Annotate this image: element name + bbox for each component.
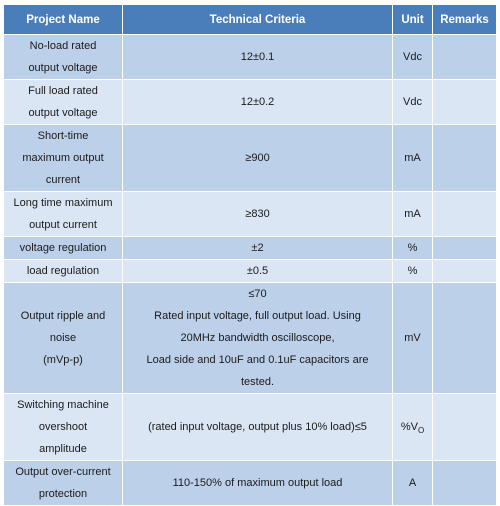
table-row [4,283,497,394]
project-name-cell: Full load rated output voltage [4,80,123,125]
header-project-name: Project Name [4,5,123,35]
project-name-cell: voltage regulation [4,237,123,260]
criteria-cell: (rated input voltage, output plus 10% load)≤5 [123,394,393,461]
table-row [4,461,497,506]
table-row [4,237,497,260]
header-technical-criteria: Technical Criteria [123,5,393,35]
criteria-cell: ±0.5 [123,260,393,283]
remarks-cell [433,283,497,394]
table-row [4,260,497,283]
unit-cell: $\%V_O$ [393,394,433,461]
unit-cell: mV [393,283,433,394]
unit-cell: % [393,237,433,260]
remarks-cell [433,260,497,283]
criteria-cell: ≤70 Rated input voltage, full output load. Using 20MHz bandwidth oscilloscope, Load side and 10uF and 0.1uF capacitors are tested. [123,283,393,394]
table-row [4,394,497,461]
unit-cell: % [393,260,433,283]
unit-subscript: O [417,425,425,435]
table-row [4,192,497,237]
remarks-cell [433,461,497,506]
unit-cell: Vdc [393,80,433,125]
criteria-cell: ±2 [123,237,393,260]
unit-cell: Vdc [393,35,433,80]
criteria-cell: 12±0.2 [123,80,393,125]
table-row [4,125,497,192]
header-unit: Unit [393,5,433,35]
project-name-cell: Short-time maximum output current [4,125,123,192]
criteria-cell: 110-150% of maximum output load [123,461,393,506]
unit-cell: mA [393,125,433,192]
header-row [4,5,497,35]
project-name-cell: Output ripple and noise (mVp-p) [4,283,123,394]
remarks-cell [433,237,497,260]
criteria-cell: ≥900 [123,125,393,192]
spec-table [3,4,497,506]
project-name-cell: Switching machine overshoot amplitude [4,394,123,461]
remarks-cell [433,394,497,461]
header-remarks: Remarks [433,5,497,35]
criteria-cell: ≥830 [123,192,393,237]
remarks-cell [433,80,497,125]
project-name-cell: load regulation [4,260,123,283]
remarks-cell [433,192,497,237]
remarks-cell [433,125,497,192]
project-name-cell: Output over-current protection [4,461,123,506]
table-row [4,35,497,80]
unit-cell: mA [393,192,433,237]
project-name-cell: Long time maximum output current [4,192,123,237]
unit-cell: A [393,461,433,506]
project-name-cell: No-load rated output voltage [4,35,123,80]
table-row [4,80,497,125]
remarks-cell [433,35,497,80]
criteria-cell: 12±0.1 [123,35,393,80]
